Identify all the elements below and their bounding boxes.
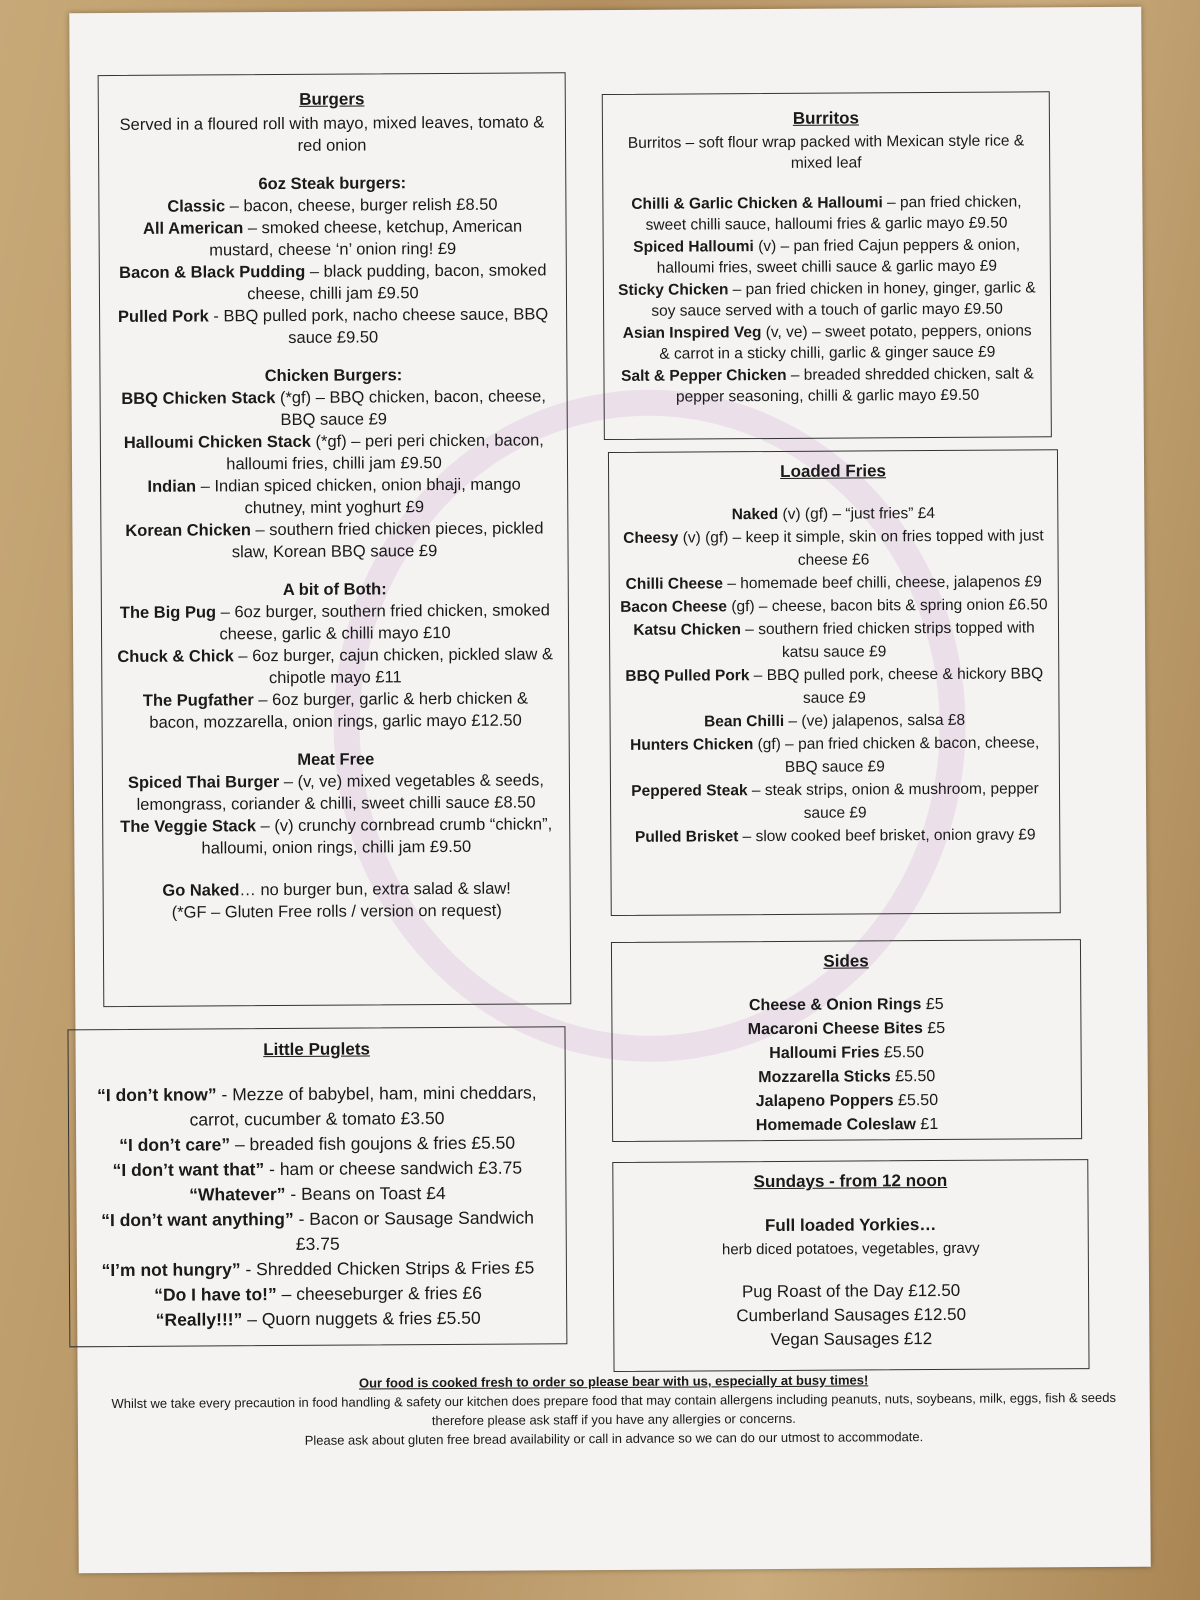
menu-item: [615, 191, 1037, 237]
menu-item: [620, 662, 1048, 711]
burritos-title: Burritos: [792, 108, 860, 128]
menu-item-desc: – BBQ pulled pork, cheese & hickory BBQ sauce £9: [749, 665, 1044, 707]
puglets-list: [85, 1080, 551, 1333]
menu-item-name: Sticky Chicken: [618, 280, 729, 299]
menu-item: [85, 1180, 549, 1208]
menu-item-desc: (v, ve) – sweet potato, peppers, onions & carrot in a sticky chilli, garlic & ginger sauce £9: [659, 321, 1032, 363]
menu-item: [114, 259, 552, 306]
burgers-intro: Served in a floured roll with mayo, mixed leaves, tomato & red onion: [119, 113, 545, 155]
burgers-title: Burgers: [299, 89, 365, 109]
menu-item-name: “Really!!!”: [155, 1309, 243, 1330]
menu-item-desc: – bacon, cheese, burger relish £8.50: [225, 195, 498, 216]
menu-item: [616, 277, 1038, 323]
menu-item: [117, 769, 555, 816]
chicken-heading: Chicken Burgers:: [264, 366, 403, 386]
meatfree-heading: Meat Free: [297, 750, 375, 769]
gf-note: (*GF – Gluten Free rolls / version on request): [171, 901, 502, 922]
menu-item-name: Bacon Cheese: [620, 598, 728, 616]
menu-item: [619, 524, 1047, 573]
meatfree-list: [117, 769, 556, 860]
menu-item-desc: – smoked cheese, ketchup, American mustard, cheese ‘n’ onion ring! £9: [209, 217, 523, 260]
menu-item-name: Bacon & Black Pudding: [119, 262, 306, 282]
menu-item: Cumberland Sausages £12.50: [736, 1304, 967, 1326]
menu-item: [616, 363, 1038, 409]
burritos-list: [615, 191, 1038, 409]
menu-item-desc: – (v, ve) mixed vegetables & seeds, lemongrass, coriander & chilli, sweet chilli sauce £8.50: [136, 771, 544, 814]
menu-item: [116, 687, 554, 734]
menu-item-name: Peppered Steak: [631, 782, 748, 800]
menu-item-name: Jalapeno Poppers: [755, 1092, 894, 1111]
menu-item-desc: (*gf) – BBQ chicken, bacon, cheese, BBQ sauce £9: [275, 387, 546, 430]
menu-item-name: Naked: [731, 505, 779, 524]
menu-item-name: Hunters Chicken: [630, 736, 754, 754]
menu-item-name: BBQ Chicken Stack: [121, 389, 276, 408]
allergen-footer: [78, 1369, 1150, 1452]
menu-item-name: Mozzarella Sticks: [758, 1068, 891, 1087]
menu-item-name: Chilli Cheese: [625, 575, 724, 593]
menu-item-desc: – southern fried chicken strips topped with katsu sauce £9: [740, 619, 1035, 661]
menu-item-desc: (*gf) – peri peri chicken, bacon, halloumi fries, chilli jam £9.50: [226, 431, 544, 474]
menu-item: [623, 1040, 1071, 1067]
menu-item: [86, 1205, 550, 1258]
menu-item: [622, 1016, 1070, 1043]
menu-item-name: “Do I have to!”: [154, 1284, 277, 1305]
go-naked-desc: … no burger bun, extra salad & slaw!: [239, 879, 511, 900]
menu-item: [86, 1255, 550, 1283]
menu-item-desc: (v) (gf) – “just fries” £4: [778, 505, 936, 523]
menu-item-name: Homemade Coleslaw: [755, 1116, 917, 1135]
menu-item: [116, 599, 554, 646]
menu-item-name: “I don’t want that”: [112, 1159, 265, 1181]
menu-item-name: “I’m not hungry”: [101, 1259, 241, 1281]
menu-item: [623, 1112, 1071, 1139]
menu-item: [115, 385, 553, 432]
menu-item: [623, 1064, 1071, 1091]
go-naked-label: Go Naked: [162, 881, 240, 900]
menu-item: [114, 303, 552, 350]
menu-item-desc: – steak strips, onion & mushroom, pepper sauce £9: [747, 780, 1039, 822]
both-heading: A bit of Both:: [282, 580, 387, 599]
menu-item-name: The Big Pug: [119, 603, 217, 622]
sundays-list: [624, 1278, 1078, 1353]
sides-title: Sides: [823, 951, 869, 971]
burgers-section: [98, 72, 572, 1007]
menu-item-price: £5.50: [893, 1092, 939, 1110]
menu-item-name: Indian: [147, 477, 197, 496]
menu-item: [616, 234, 1038, 280]
menu-item-name: Classic: [167, 197, 226, 216]
menu-item-name: Cheesy: [623, 529, 679, 547]
menu-item: [85, 1155, 549, 1183]
menu-item: [115, 473, 553, 520]
menu-item-desc: - Bacon or Sausage Sandwich £3.75: [293, 1207, 535, 1254]
menu-item-desc: – black pudding, bacon, smoked cheese, chilli jam £9.50: [247, 261, 547, 304]
menu-item-desc: – (ve) jalapenos, salsa £8: [784, 711, 966, 730]
menu-item-desc: – 6oz burger, cajun chicken, pickled slaw & chipotle mayo £11: [233, 645, 554, 688]
menu-item-desc: (gf) – cheese, bacon bits & spring onion £6.50: [726, 596, 1048, 616]
steak-heading: 6oz Steak burgers:: [258, 174, 407, 194]
puglets-section: [67, 1026, 567, 1347]
menu-item: [621, 777, 1049, 826]
chicken-list: [115, 385, 554, 564]
menu-item: [85, 1080, 549, 1133]
menu-item-desc: – 6oz burger, garlic & herb chicken & bacon, mozzarella, onion rings, garlic mayo £12.50: [149, 689, 529, 732]
menu-item: [616, 320, 1038, 366]
menu-item-name: Chilli & Garlic Chicken & Halloumi: [631, 193, 883, 213]
menu-item-name: “Whatever”: [189, 1183, 286, 1205]
menu-item-desc: – pan fried chicken in honey, ginger, garlic & soy sauce served with a touch of garlic mayo £9.50: [651, 278, 1036, 320]
burritos-intro: Burritos – soft flour wrap packed with Mexican style rice & mixed leaf: [627, 131, 1025, 172]
menu-item-name: Pulled Brisket: [634, 828, 739, 846]
menu-item-name: Macaroni Cheese Bites: [747, 1020, 923, 1039]
menu-item-desc: – Quorn nuggets & fries £5.50: [242, 1307, 481, 1330]
menu-item-name: Asian Inspired Veg: [622, 323, 762, 342]
menu-item-name: Salt & Pepper Chicken: [621, 366, 787, 385]
menu-item: [86, 1305, 550, 1333]
menu-item-desc: – slow cooked beef brisket, onion gravy £9: [738, 826, 1036, 846]
yorkies-desc: herb diced potatoes, vegetables, gravy: [721, 1239, 980, 1259]
menu-item: [620, 616, 1048, 665]
menu-item-name: Spiced Halloumi: [633, 237, 754, 256]
menu-item-desc: - Shredded Chicken Strips & Fries £5: [240, 1257, 535, 1280]
menu-item-name: Bean Chilli: [704, 712, 785, 731]
menu-item-desc: - BBQ pulled pork, nacho cheese sauce, BBQ sauce £9.50: [208, 305, 549, 347]
sides-section: [611, 939, 1082, 1142]
menu-item-name: Spiced Thai Burger: [127, 773, 280, 792]
menu-item-name: “I don’t know”: [96, 1084, 217, 1106]
menu-item-desc: (gf) – pan fried chicken & bacon, cheese, BBQ sauce £9: [753, 734, 1040, 776]
menu-item-price: £5: [922, 1019, 946, 1038]
menu-item-name: The Veggie Stack: [120, 817, 257, 836]
menu-item-desc: – breaded fish goujons & fries £5.50: [229, 1132, 516, 1155]
menu-item-desc: – (v) crunchy cornbread crumb “chickn”, halloumi, onion rings, chilli jam £9.50: [201, 815, 553, 858]
go-naked-line: [118, 877, 556, 902]
menu-sheet: [69, 7, 1151, 1574]
menu-item-desc: - Mezze of babybel, ham, mini cheddars, carrot, cucumber & tomato £3.50: [189, 1082, 537, 1130]
menu-item: [115, 429, 553, 476]
menu-item: [115, 517, 553, 564]
menu-item: [619, 501, 1047, 527]
menu-item-price: £5.50: [890, 1068, 936, 1086]
sundays-title: Sundays - from 12 noon: [753, 1170, 948, 1192]
menu-item: Vegan Sausages £12: [770, 1329, 933, 1350]
menu-item-desc: - Beans on Toast £4: [285, 1183, 446, 1204]
menu-item-name: Korean Chicken: [125, 521, 251, 540]
menu-item: [116, 643, 554, 690]
menu-item-name: “I don’t want anything”: [101, 1208, 294, 1231]
loaded-fries-title: Loaded Fries: [780, 461, 887, 481]
menu-item-desc: - ham or cheese sandwich £3.75: [264, 1157, 523, 1180]
menu-item-desc: – homemade beef chilli, cheese, jalapenos £9: [722, 573, 1042, 593]
steak-list: [113, 193, 552, 350]
loaded-fries-section: [608, 449, 1061, 916]
menu-item: [113, 193, 551, 218]
menu-item-desc: – Indian spiced chicken, onion bhaji, mango chutney, mint yoghurt £9: [196, 475, 521, 518]
menu-item: [623, 1088, 1071, 1115]
menu-item-name: All American: [142, 219, 244, 238]
menu-item-desc: – southern fried chicken pieces, pickled slaw, Korean BBQ sauce £9: [231, 519, 544, 562]
both-list: [116, 599, 555, 734]
yorkies-heading: Full loaded Yorkies…: [764, 1215, 937, 1236]
menu-item-name: Halloumi Chicken Stack: [123, 432, 311, 452]
burritos-section: [602, 91, 1052, 440]
sides-list: [622, 992, 1071, 1139]
footer-glutenfree-note: Please ask about gluten free bread availability or call in advance so we can do our utmost to accommodate.: [304, 1429, 924, 1448]
menu-item-name: The Pugfather: [142, 691, 254, 710]
footer-allergen-note: Whilst we take every precaution in food handling & safety our kitchen does prepare food that may contain allergens including peanuts, nuts, soybeans, milk, eggs, fish & seeds therefore please ask staff if you have any allergies or concerns.: [111, 1389, 1117, 1429]
menu-item: [620, 570, 1048, 596]
menu-item-desc: (v) (gf) – keep it simple, skin on fries topped with just cheese £6: [678, 527, 1044, 569]
menu-item: [621, 823, 1049, 849]
menu-item-price: £5: [921, 995, 944, 1014]
menu-item-price: £1: [915, 1116, 939, 1134]
menu-item-name: Halloumi Fries: [769, 1044, 880, 1063]
menu-item-desc: – breaded shredded chicken, salt & pepper seasoning, chilli & garlic mayo £9.50: [675, 364, 1034, 406]
menu-item-desc: (v) – pan fried Cajun peppers & onion, halloumi fries, sweet chilli sauce & garlic mayo £9: [656, 235, 1021, 277]
menu-item-desc: – 6oz burger, southern fried chicken, smoked cheese, garlic & chilli mayo £10: [216, 601, 551, 644]
menu-item-name: Pulled Pork: [117, 307, 209, 326]
footer-fresh-note: Our food is cooked fresh to order so please bear with us, especially at busy times!: [358, 1372, 869, 1391]
loaded-fries-list: [619, 501, 1049, 849]
menu-item-name: “I don’t care”: [119, 1134, 231, 1156]
menu-item: Pug Roast of the Day £12.50: [741, 1280, 961, 1302]
menu-item: [86, 1280, 550, 1308]
menu-item: [113, 215, 551, 262]
menu-item: [622, 992, 1070, 1019]
menu-item-desc: – pan fried chicken, sweet chilli sauce, halloumi fries & garlic mayo £9.50: [645, 192, 1022, 234]
menu-item: [621, 708, 1049, 734]
menu-item: [621, 731, 1049, 780]
puglets-title: Little Puglets: [263, 1039, 370, 1060]
menu-item-desc: – cheeseburger & fries £6: [276, 1282, 483, 1305]
menu-item: [620, 593, 1048, 619]
menu-item-name: Katsu Chicken: [633, 621, 742, 639]
menu-item: [85, 1130, 549, 1158]
menu-item-name: Cheese & Onion Rings: [748, 996, 922, 1015]
menu-item-name: Chuck & Chick: [117, 647, 234, 667]
menu-item-name: BBQ Pulled Pork: [625, 667, 750, 685]
sundays-section: [612, 1159, 1089, 1372]
menu-item-price: £5.50: [879, 1044, 925, 1062]
menu-item: [117, 813, 555, 860]
